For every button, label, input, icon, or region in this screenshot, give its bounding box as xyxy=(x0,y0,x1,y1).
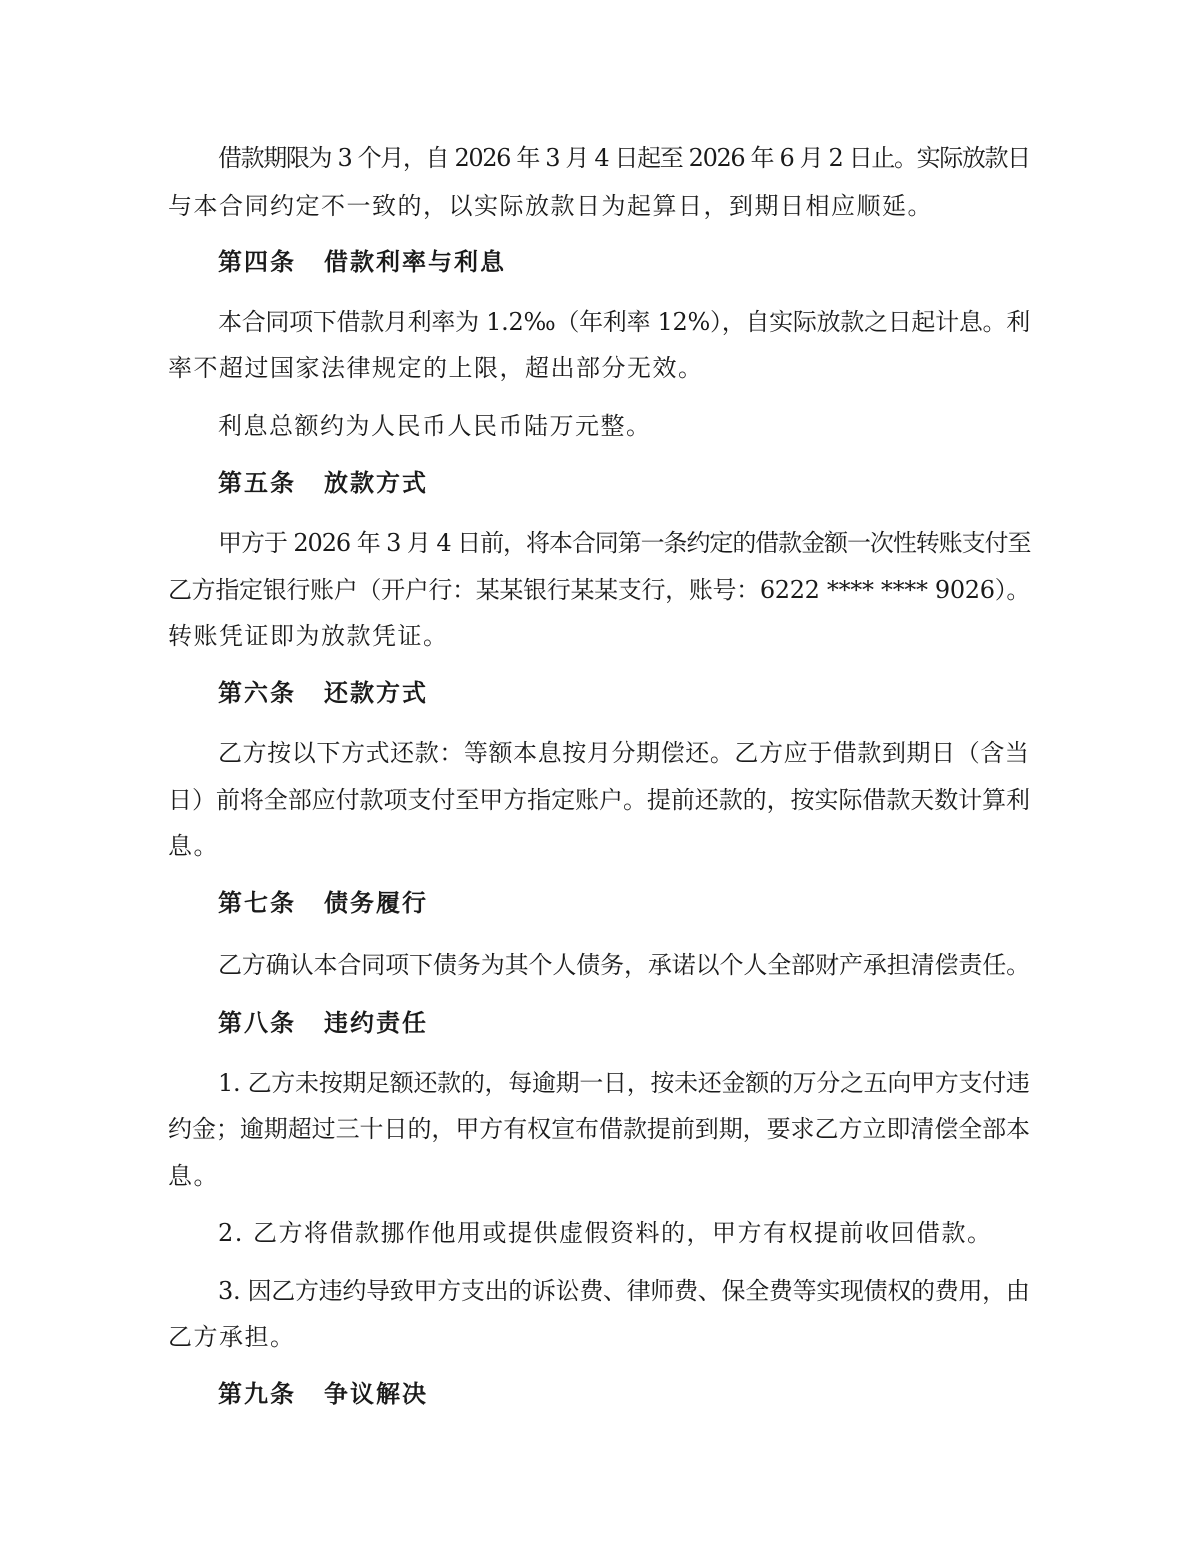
clause-five-title: 放款方式 xyxy=(324,469,428,497)
clause-seven-line-1: 乙方确认本合同项下债务为其个人债务，承诺以个人全部财产承担清偿责任。 xyxy=(218,951,1030,979)
clause-nine-heading xyxy=(218,1378,428,1410)
clause-seven-title: 债务履行 xyxy=(324,889,428,917)
clause-six-line-3: 息。 xyxy=(168,832,219,860)
clause-four-p2-line-1: 利息总额约为人民币人民币陆万元整。 xyxy=(218,412,652,440)
clause-eight-item-3-line-1: 3. 因乙方违约导致甲方支出的诉讼费、律师费、保全费等实现债权的费用，由 xyxy=(218,1277,1030,1305)
clause-eight-item-2-line-1: 2. 乙方将借款挪作他用或提供虚假资料的，甲方有权提前收回借款。 xyxy=(218,1219,993,1247)
clause-six-title: 还款方式 xyxy=(324,679,428,707)
clause-four-heading xyxy=(218,246,506,278)
clause-seven-number: 第七条 xyxy=(218,889,296,917)
clause-nine-title: 争议解决 xyxy=(324,1380,428,1408)
clause-eight-item-3-line-2: 乙方承担。 xyxy=(168,1323,296,1351)
clause-six-line-2: 日）前将全部应付款项支付至甲方指定账户。提前还款的，按实际借款天数计算利 xyxy=(168,786,1030,814)
clause-four-p1-line-2: 率不超过国家法律规定的上限，超出部分无效。 xyxy=(168,354,704,382)
clause-five-line-1: 甲方于 2026 年 3 月 4 日前，将本合同第一条约定的借款金额一次性转账支付至 xyxy=(218,529,1031,557)
clause-six-line-1: 乙方按以下方式还款：等额本息按月分期偿还。乙方应于借款到期日（含当 xyxy=(218,739,1030,767)
clause-five-line-3: 转账凭证即为放款凭证。 xyxy=(168,622,449,650)
clause-eight-item-1-line-1: 1. 乙方未按期足额还款的，每逾期一日，按未还金额的万分之五向甲方支付违 xyxy=(218,1069,1030,1097)
clause-five-line-2: 乙方指定银行账户（开户行：某某银行某某支行，账号：6222 **** **** 9026）。 xyxy=(168,576,1031,604)
clause-six-heading xyxy=(218,677,428,709)
clause-three-line-2: 与本合同约定不一致的，以实际放款日为起算日，到期日相应顺延。 xyxy=(168,192,933,220)
clause-six-number: 第六条 xyxy=(218,679,296,707)
clause-eight-number: 第八条 xyxy=(218,1009,296,1037)
clause-five-heading xyxy=(218,467,428,499)
clause-five-number: 第五条 xyxy=(218,469,296,497)
clause-four-number: 第四条 xyxy=(218,248,296,276)
clause-seven-heading xyxy=(218,887,428,919)
clause-eight-item-1-line-2: 约金；逾期超过三十日的，甲方有权宣布借款提前到期，要求乙方立即清偿全部本 xyxy=(168,1115,1030,1143)
clause-eight-item-1-line-3: 息。 xyxy=(168,1162,219,1190)
clause-eight-heading xyxy=(218,1007,428,1039)
clause-nine-number: 第九条 xyxy=(218,1380,296,1408)
clause-eight-title: 违约责任 xyxy=(324,1009,428,1037)
clause-four-title: 借款利率与利息 xyxy=(324,248,506,276)
clause-three-line-1: 借款期限为 3 个月，自 2026 年 3 月 4 日起至 2026 年 6 月 2 日止。实际放款日 xyxy=(218,144,1030,172)
clause-four-p1-line-1: 本合同项下借款月利率为 1.2‰（年利率 12%），自实际放款之日起计息。利 xyxy=(218,308,1030,336)
